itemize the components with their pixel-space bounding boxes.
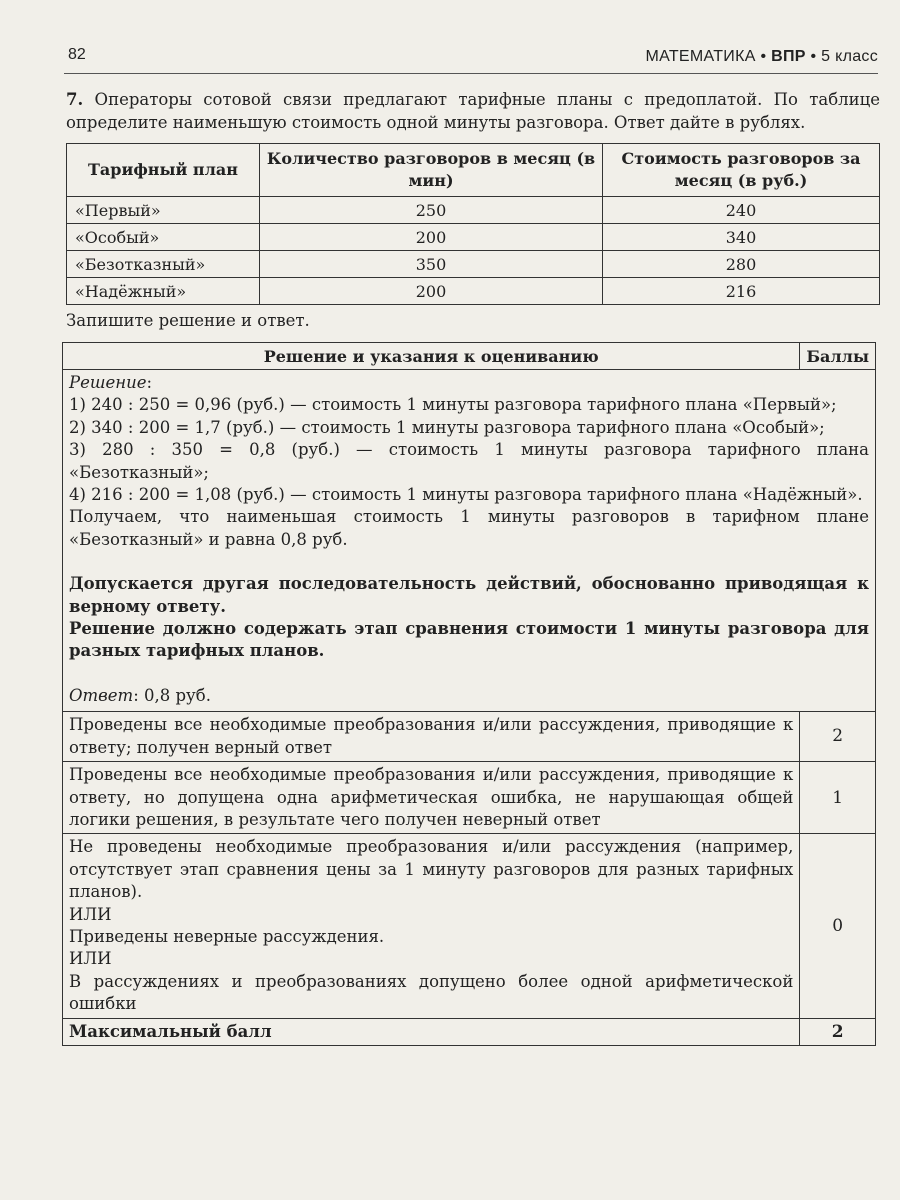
- cost-cell: 340: [603, 224, 880, 251]
- plan-name: «Безотказный»: [67, 251, 260, 278]
- column-header: Количество разговоров в месяц (в мин): [260, 144, 603, 197]
- running-header: [645, 48, 878, 66]
- criterion-text: Проведены все необходимые преобразования и/или рассуждения, приводящие к ответу; получен верный ответ: [63, 712, 800, 762]
- solution-row: [63, 370, 876, 712]
- criterion-row: [63, 834, 876, 1018]
- criterion-points: 1: [800, 762, 876, 834]
- plan-name: «Надёжный»: [67, 278, 260, 305]
- column-header: Решение и указания к оцениванию: [63, 343, 800, 370]
- solution-cell: Решение: 1) 240 : 250 = 0,96 (руб.) — стоимость 1 минуты разговора тарифного плана «Первый»; 2) 340 : 200 = 1,7 (руб.) — стоимость 1 минуты разговора тарифного плана «Особый»; 3) 280 : 350 = 0,8 (руб.) — стоимость 1 минуты разговора тарифного плана «Безотказный»; 4) 216 : 200 = 1,08 (руб.) — стоимость 1 минуты разговора тарифного плана «Надёжный». Получаем, что наименьшая стоимость 1 минуты разговоров в тарифном плане «Безотказный» и равна 0,8 руб. Допускается другая последовательность действий, обоснованно приводящая к верному ответу. Решение должно содержать этап сравнения стоимости 1 минуты разговора для разных тарифных планов. Ответ: 0,8 руб.: [63, 370, 876, 712]
- column-header: Тарифный план: [67, 144, 260, 197]
- criterion-part: В рассуждениях и преобразованиях допущено более одной арифметической ошибки: [69, 971, 794, 1014]
- subject: МАТЕМАТИКА: [645, 48, 756, 65]
- grading-table: [62, 342, 876, 1046]
- cost-cell: 280: [603, 251, 880, 278]
- task-statement: [66, 88, 880, 134]
- criterion-part: Не проведены необходимые преобразования и/или рассуждения (например, отсутствует этап сравнения цены за 1 минуту разговоров для разных тарифных планов).: [69, 837, 794, 902]
- criterion-points: 2: [800, 712, 876, 762]
- max-score-row: [63, 1018, 876, 1045]
- max-score-label: Максимальный балл: [63, 1018, 800, 1045]
- criterion-text: Проведены все необходимые преобразования и/или рассуждения, приводящие к ответу, но допущена одна арифметическая ошибка, не нарушающая общей логики решения, в результате чего получен неверный ответ: [63, 762, 800, 834]
- solution-step: 1) 240 : 250 = 0,96 (руб.) — стоимость 1 минуты разговора тарифного плана «Первый»;: [69, 395, 837, 415]
- solution-step: 3) 280 : 350 = 0,8 (руб.) — стоимость 1 минуты разговора тарифного плана «Безотказный»;: [69, 440, 869, 482]
- task-number: 7.: [66, 90, 84, 109]
- bullet-separator: •: [810, 48, 817, 65]
- cost-cell: 240: [603, 197, 880, 224]
- minutes-cell: 200: [260, 278, 603, 305]
- criterion-or: ИЛИ: [69, 904, 112, 924]
- plan-name: «Особый»: [67, 224, 260, 251]
- grading-note: Допускается другая последовательность действий, обоснованно приводящая к верному ответу.: [69, 574, 869, 616]
- table-row: [67, 251, 880, 278]
- tariff-table: [66, 143, 880, 305]
- criterion-row: [63, 712, 876, 762]
- bullet-separator: •: [760, 48, 767, 65]
- plan-name: «Первый»: [67, 197, 260, 224]
- column-header: Баллы: [800, 343, 876, 370]
- cost-cell: 216: [603, 278, 880, 305]
- solution-conclusion: Получаем, что наименьшая стоимость 1 минуты разговоров в тарифном плане «Безотказный» и равна 0,8 руб.: [69, 507, 869, 549]
- answer-value: 0,8 руб.: [144, 685, 211, 705]
- criterion-part: Приведены неверные рассуждения.: [69, 926, 385, 946]
- table-row: [67, 197, 880, 224]
- table-row: [67, 278, 880, 305]
- solution-label: Решение: [69, 373, 147, 392]
- header-divider: [64, 73, 878, 74]
- grade-level: 5 класс: [821, 48, 878, 65]
- solution-step: 4) 216 : 200 = 1,08 (руб.) — стоимость 1 минуты разговора тарифного плана «Надёжный».: [69, 485, 863, 505]
- criterion-row: [63, 762, 876, 834]
- minutes-cell: 250: [260, 197, 603, 224]
- criterion-or: ИЛИ: [69, 949, 112, 969]
- table-row: [67, 224, 880, 251]
- solution-step: 2) 340 : 200 = 1,7 (руб.) — стоимость 1 минуты разговора тарифного плана «Особый»;: [69, 417, 825, 437]
- exam-name: ВПР: [771, 48, 806, 65]
- table-header-row: [67, 144, 880, 197]
- task-text: Операторы сотовой связи предлагают тарифные планы с предоплатой. По таблице определите наименьшую стоимость одной минуты разговора. Ответ дайте в рублях.: [66, 90, 880, 132]
- instruction-text: Запишите решение и ответ.: [66, 311, 310, 330]
- column-header: Стоимость разговоров за месяц (в руб.): [603, 144, 880, 197]
- criterion-text: [63, 834, 800, 1018]
- page-number: 82: [68, 46, 86, 63]
- max-score-value: 2: [800, 1018, 876, 1045]
- minutes-cell: 200: [260, 224, 603, 251]
- grading-header-row: [63, 343, 876, 370]
- minutes-cell: 350: [260, 251, 603, 278]
- criterion-points: 0: [800, 834, 876, 1018]
- grading-note: Решение должно содержать этап сравнения стоимости 1 минуты разговора для разных тарифных планов.: [69, 619, 869, 661]
- answer-label: Ответ: [69, 685, 134, 705]
